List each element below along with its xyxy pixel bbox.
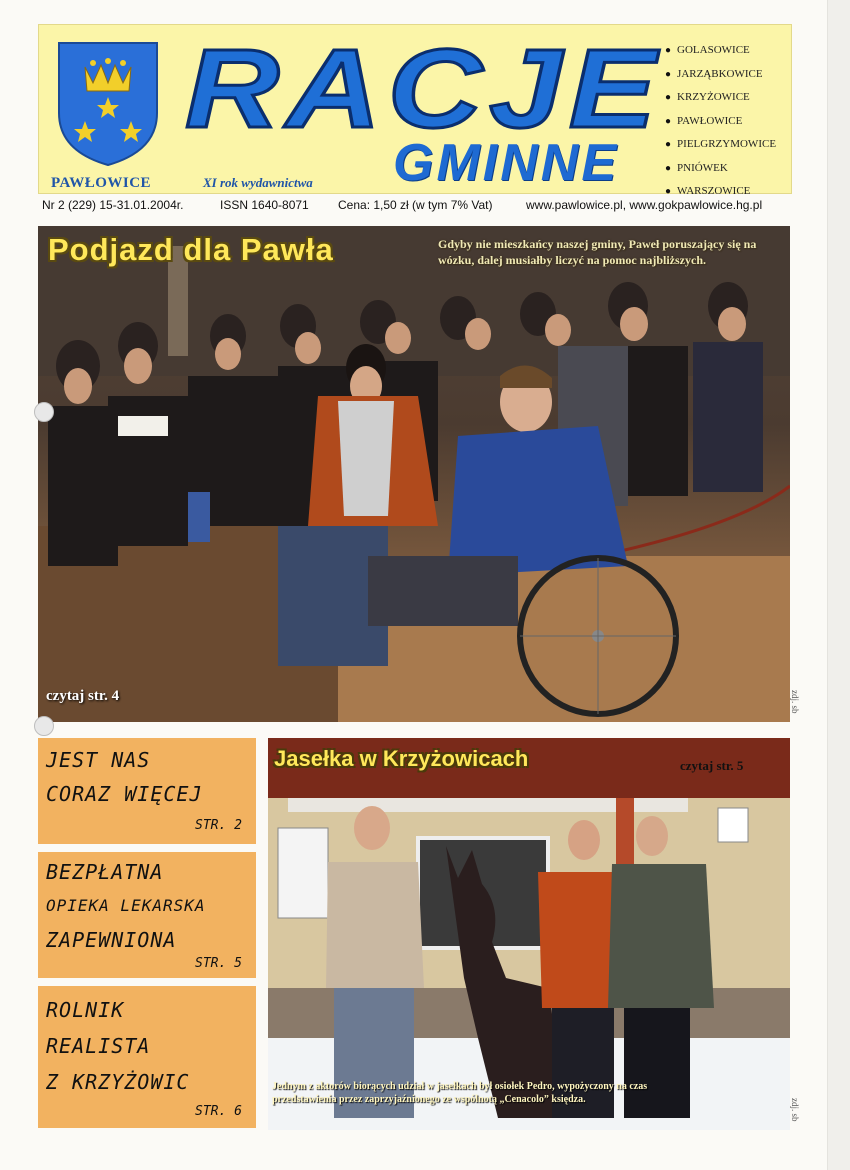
second-caption: Jednym z aktorów biorących udział w jasełkach był osiołek Pedro, wypożyczony na czas przedstawienia przez zaprzyjaźnionego ze wspólnotą „Cenacolo” księdza. [272,1081,648,1105]
teaser-line: OPIEKA LEKARSKA [46,896,206,915]
teaser-page: STR. 2 [195,818,242,833]
main-headline: Podjazd dla Pawła [48,232,334,267]
teaser-box [38,738,256,844]
price: Cena: 1,50 zł (w tym 7% Vat) [338,198,493,212]
village-list [665,39,776,204]
photo-credit: zdj. sb [790,1098,800,1122]
village-item: ● KRZYŻOWICE [665,86,776,110]
village-item: ● JARZĄBKOWICE [665,63,776,87]
masthead [38,24,792,197]
teaser-box [38,852,256,978]
teaser-line: JEST NAS [46,748,151,772]
teaser-line: BEZPŁATNA [46,860,164,884]
teaser-page: STR. 6 [195,1104,242,1119]
teaser-line: ROLNIK [46,998,125,1022]
teaser-line: CORAZ WIĘCEJ [46,782,203,806]
photo-credit: zdj. sb [790,690,800,714]
second-headline: Jasełka w Krzyżowicach [274,746,529,771]
teaser-line: ZAPEWNIONA [46,928,177,952]
year-line: XI rok wydawnictwa [203,175,313,190]
title-text: RACJE [185,31,663,149]
main-lead: Gdyby nie mieszkańcy naszej gminy, Paweł poruszający się na wózku, dalej musiałby liczyć na pomoc najbliższych. [438,237,757,267]
village-item: ● PNIÓWEK [665,157,776,181]
masthead-subtitle: GMINNE [393,134,619,192]
village-item: ● GOLASOWICE [665,39,776,63]
second-photo [268,738,790,1130]
issue-number: Nr 2 (229) 15-31.01.2004r. [42,198,184,212]
teaser-line: Z KRZYŻOWIC [46,1070,190,1094]
teaser-line: REALISTA [46,1034,151,1058]
coat-of-arms-icon [55,39,161,169]
village-item: ● PAWŁOWICE [665,110,776,134]
town-name: PAWŁOWICE [51,175,152,191]
teaser-box [38,986,256,1128]
village-item: ● WARSZOWICE [665,180,776,204]
main-read-more: czytaj str. 4 [46,688,120,704]
issn: ISSN 1640-8071 [220,198,309,212]
nativity-illustration [268,738,790,1130]
masthead-title [179,31,669,149]
punch-hole [34,716,54,736]
village-item: ● PIELGRZYMOWICE [665,133,776,157]
audience-illustration [38,226,790,722]
second-read-more: czytaj str. 5 [680,758,744,773]
teaser-page: STR. 5 [195,956,242,971]
website: www.pawlowice.pl, www.gokpawlowice.hg.pl [526,198,763,212]
main-photo [38,226,790,722]
punch-hole [34,402,54,422]
issue-info-bar [42,196,788,216]
page-edge [827,0,850,1170]
